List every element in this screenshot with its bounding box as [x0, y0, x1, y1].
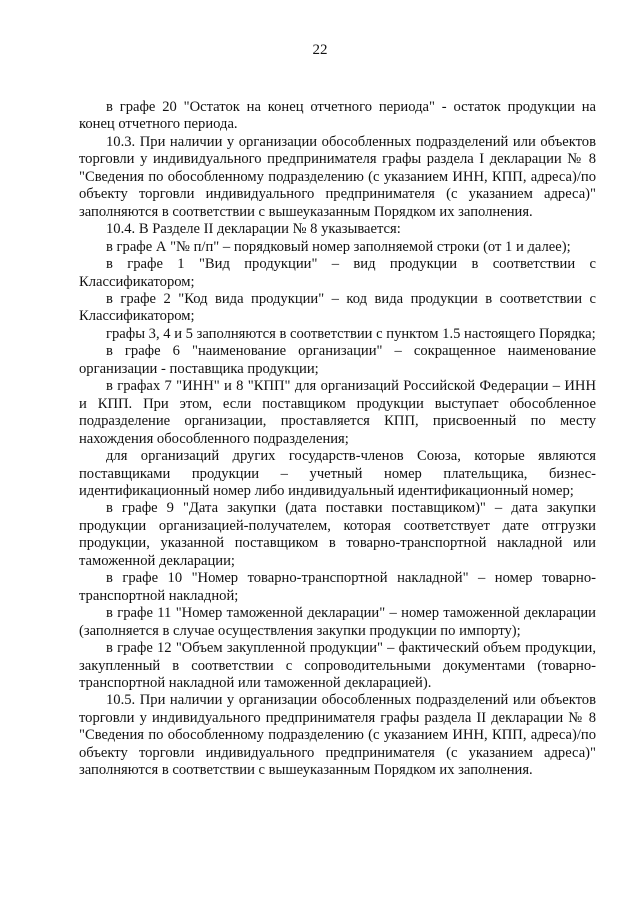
paragraph-columns-3-5: графы 3, 4 и 5 заполняются в соответствии с пунктом 1.5 настоящего Порядка; — [106, 325, 596, 342]
paragraph-columns-7-8: в графах 7 "ИНН" и 8 "КПП" для организаций Российской Федерации – ИНН и КПП. При этом, если поставщиком продукции выступает обособленное подразделение организации, проставляется КПП, присвоенный по месту нахождения обособленного подразделения; — [79, 378, 596, 447]
paragraph-column-6: в графе 6 "наименование организации" – сокращенное наименование организации - поставщика продукции; — [79, 343, 596, 377]
paragraph-10-3: 10.3. При наличии у организации обособленных подразделений или объектов торговли у индивидуального предпринимателя графы раздела I декларации № 8 "Сведения по обособленному подразделению (с указанием ИНН, КПП, адреса)/по объекту торговли индивидуального предпринимателя (с указанием адреса)" заполняются в соответствии с вышеуказанным Порядком их заполнения. — [79, 133, 596, 220]
paragraph-column-2: в графе 2 "Код вида продукции" – код вида продукции в соответствии с Классификатором; — [79, 290, 596, 325]
page-number: 22 — [312, 42, 328, 58]
paragraph-union-states: для организаций других государств-членов Союза, которые являются поставщиками продукции – учетный номер плательщика, бизнес-идентификационный номер либо индивидуальный идентификационный номер; — [79, 448, 596, 499]
paragraph-10-5: 10.5. При наличии у организации обособленных подразделений или объектов торговли у индивидуального предпринимателя графы раздела II декларации № 8 "Сведения по обособленному подразделению (с указанием ИНН, КПП, адреса)/по объекту торговли индивидуального предпринимателя (с указанием адреса)" заполняются в соответствии с вышеуказанным Порядком их заполнения. — [79, 692, 596, 779]
paragraph-column-10: в графе 10 "Номер товарно-транспортной накладной" – номер товарно-транспортной накладной; — [79, 570, 596, 604]
paragraph-column-a: в графе А "№ п/п" – порядковый номер заполняемой строки (от 1 и далее); — [106, 238, 571, 255]
paragraph-column-1: в графе 1 "Вид продукции" – вид продукции в соответствии с Классификатором; — [79, 256, 596, 290]
paragraph-column-12: в графе 12 "Объем закупленной продукции" – фактический объем продукции, закупленный в соответствии с сопроводительными документами (товарно-транспортной накладной или таможенной декларацией). — [79, 640, 596, 691]
paragraph-column-11: в графе 11 "Номер таможенной декларации" – номер таможенной декларации (заполняется в случае осуществления закупки продукции по импорту); — [79, 605, 596, 639]
paragraph-g20-remainder: в графе 20 "Остаток на конец отчетного периода" - остаток продукции на конец отчетного периода. — [79, 99, 596, 133]
paragraph-column-9: в графе 9 "Дата закупки (дата поставки поставщиком)" – дата закупки продукции организацией-получателем, которая соответствует дате отгрузки продукции, указанной поставщиком в товарно-транспортной накладной или таможенной декларации; — [79, 500, 596, 569]
paragraph-10-4: 10.4. В Разделе II декларации № 8 указывается: — [106, 221, 401, 238]
document-body — [79, 99, 596, 780]
